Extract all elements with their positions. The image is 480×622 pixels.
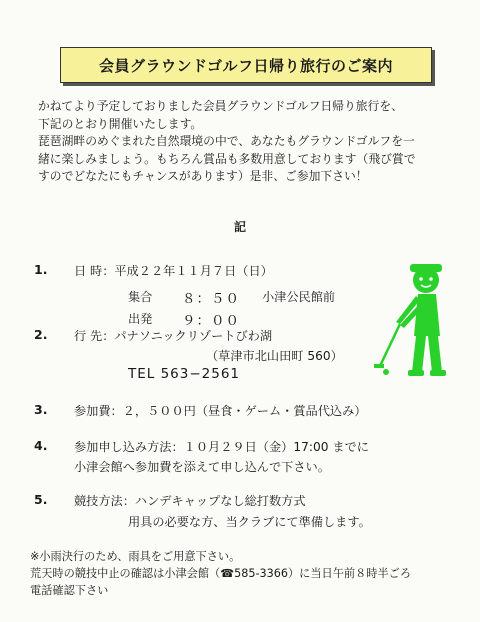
note-line: 荒天時の競技中止の確認は小津会館（☎585-3366）に当日午前８時半ごろ [30, 567, 412, 580]
item-2-destination: 行 先：パナソニックリゾートびわ湖 [74, 329, 273, 343]
destination-tel: TEL 563−2561 [128, 366, 241, 382]
note-line: 電話確認下さい [30, 584, 109, 597]
item-3-number: 3. [34, 402, 48, 417]
depart-label: 出発 [128, 312, 153, 326]
notes [30, 548, 411, 599]
item-4-apply-line1: 参加申し込み方法：１０月２９日（金）17:00 までに [74, 440, 369, 454]
item-3-fee: 参加費：２，５００円（昼食・ゲーム・賞品代込み） [74, 404, 367, 418]
item-4-apply-line2: 小津会館へ参加費を添えて申し込んで下さい。 [74, 460, 330, 474]
intro-line: すのでどなたにもチャンスがあります）是非、ご参加下さい！ [38, 169, 368, 183]
item-1-number: 1. [34, 262, 48, 277]
meet-place: 小津公民館前 [262, 290, 336, 304]
item-1-date: 日 時：平成２２年１１月７日（日） [74, 264, 273, 278]
flyer-title: 会員グラウンドゴルフ日帰り旅行のご案内 [60, 47, 432, 83]
meet-label: 集合 [128, 290, 153, 304]
intro-line: 緒に楽しみましょう。もちろん賞品も多数用意しております（飛び賞で [38, 151, 416, 166]
intro-paragraph [38, 98, 458, 186]
item-2-number: 2. [34, 327, 48, 342]
item-5-method-line1: 競技方法：ハンデキャップなし総打数方式 [74, 494, 306, 508]
item-5-method-line2: 用具の必要な方、当クラブにて準備します。 [128, 515, 371, 529]
ki-heading: 記 [234, 220, 247, 234]
meet-time: ８：５０ [182, 291, 240, 307]
destination-address: （草津市北山田町 560） [206, 349, 343, 363]
intro-line: 下記のとおり開催いたします。 [38, 116, 203, 131]
golfer-illustration [370, 262, 450, 382]
item-4-number: 4. [34, 438, 48, 453]
intro-line: かねてより予定しておりました会員グラウンドゴルフ日帰り旅行を、 [38, 99, 403, 113]
item-5-number: 5. [34, 492, 48, 507]
intro-line: 琵琶湖畔のめぐまれた自然環境の中で、あなたもグラウンドゴルフを一 [38, 134, 415, 148]
depart-time: ９：００ [182, 313, 240, 329]
note-line: ※小雨決行のため、雨具をご用意下さい。 [30, 550, 241, 563]
